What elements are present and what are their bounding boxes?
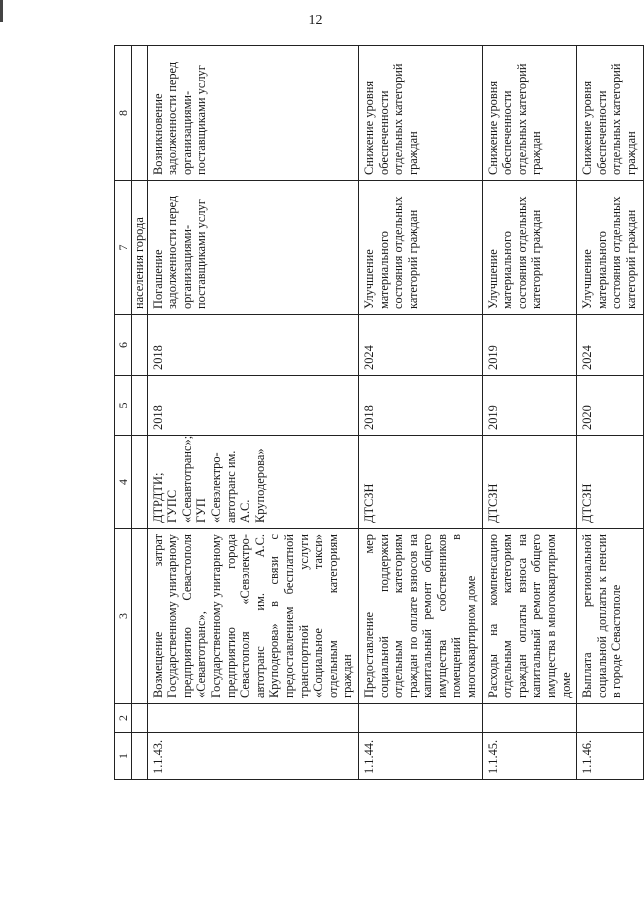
row-col2 [577, 704, 644, 733]
row-col2 [147, 704, 358, 733]
executor: ДТСЗН [577, 436, 644, 529]
measure-description: Предоставление мер социальной поддержки отдельным категориям граждан по оплате взносов на капитальный ремонт общего имущества собственников помещений в многоквартирном доме [358, 529, 482, 704]
executor: ДТСЗН [358, 436, 482, 529]
column-number: 8 [115, 46, 132, 181]
executor: ДТСЗН [482, 436, 577, 529]
column-number: 2 [115, 704, 132, 733]
row-col2 [482, 704, 577, 733]
consequence: Снижение уровня обеспеченности отдельных категорий граждан [577, 46, 644, 181]
table-row [577, 46, 644, 780]
consequence: Снижение уровня обеспеченности отдельных категорий граждан [482, 46, 577, 181]
rotated-table-content [114, 46, 638, 780]
measure-description: Выплата региональной социальной доплаты к пенсии в городе Севастополе [577, 529, 644, 704]
consequence: Снижение уровня обеспеченности отдельных категорий граждан [358, 46, 482, 181]
start-year: 2018 [358, 376, 482, 436]
start-year: 2018 [147, 376, 358, 436]
column-number-row [115, 46, 132, 780]
end-year: 2019 [482, 315, 577, 376]
row-number: 1.1.46. [577, 733, 644, 780]
column-number: 6 [115, 315, 132, 376]
row-number: 1.1.43. [147, 733, 358, 780]
rotated-table-frame [114, 46, 638, 780]
measures-table [114, 45, 644, 780]
expected-result: Улучшение материального состояния отдельных категорий граждан [358, 181, 482, 315]
start-year: 2019 [482, 376, 577, 436]
row-number: 1.1.44. [358, 733, 482, 780]
column-number: 1 [115, 733, 132, 780]
executor: ДТРДТИ; ГУПС «Севавтотранс»; ГУП «Севэлектро-автотранс им. А.С. Круподерова» [147, 436, 358, 529]
continuation-row [132, 46, 148, 780]
row-number: 1.1.45. [482, 733, 577, 780]
end-year: 2018 [147, 315, 358, 376]
expected-result: Улучшение материального состояния отдельных категорий граждан [577, 181, 644, 315]
scan-edge-mark [0, 0, 3, 22]
table-row [358, 46, 482, 780]
expected-result: Погашение задолженности перед организациями-поставщиками услуг [147, 181, 358, 315]
continuation-text: населения города [132, 181, 148, 315]
table-row [147, 46, 358, 780]
consequence: Возникновение задолженности перед организациями-поставщиками услуг [147, 46, 358, 181]
measure-description: Возмещение затрат Государственному унитарному предприятию Севастополя «Севавтотранс», Государственному унитарному предприятию города Севастополя «Севэлектро-автотранс им. А.С. Круподерова» в связи с предоставлением бесплатной транспортной услуги «Социальное такси» отдельным категориям граждан [147, 529, 358, 704]
column-number: 7 [115, 181, 132, 315]
row-col2 [358, 704, 482, 733]
page-number: 12 [308, 13, 323, 28]
column-number: 4 [115, 436, 132, 529]
measure-description: Расходы на компенсацию отдельным категориям граждан оплаты взноса на капитальный ремонт общего имущества в многоквартирном доме [482, 529, 577, 704]
end-year: 2024 [577, 315, 644, 376]
table-row [482, 46, 577, 780]
end-year: 2024 [358, 315, 482, 376]
start-year: 2020 [577, 376, 644, 436]
column-number: 5 [115, 376, 132, 436]
expected-result: Улучшение материального состояния отдельных категорий граждан [482, 181, 577, 315]
column-number: 3 [115, 529, 132, 704]
